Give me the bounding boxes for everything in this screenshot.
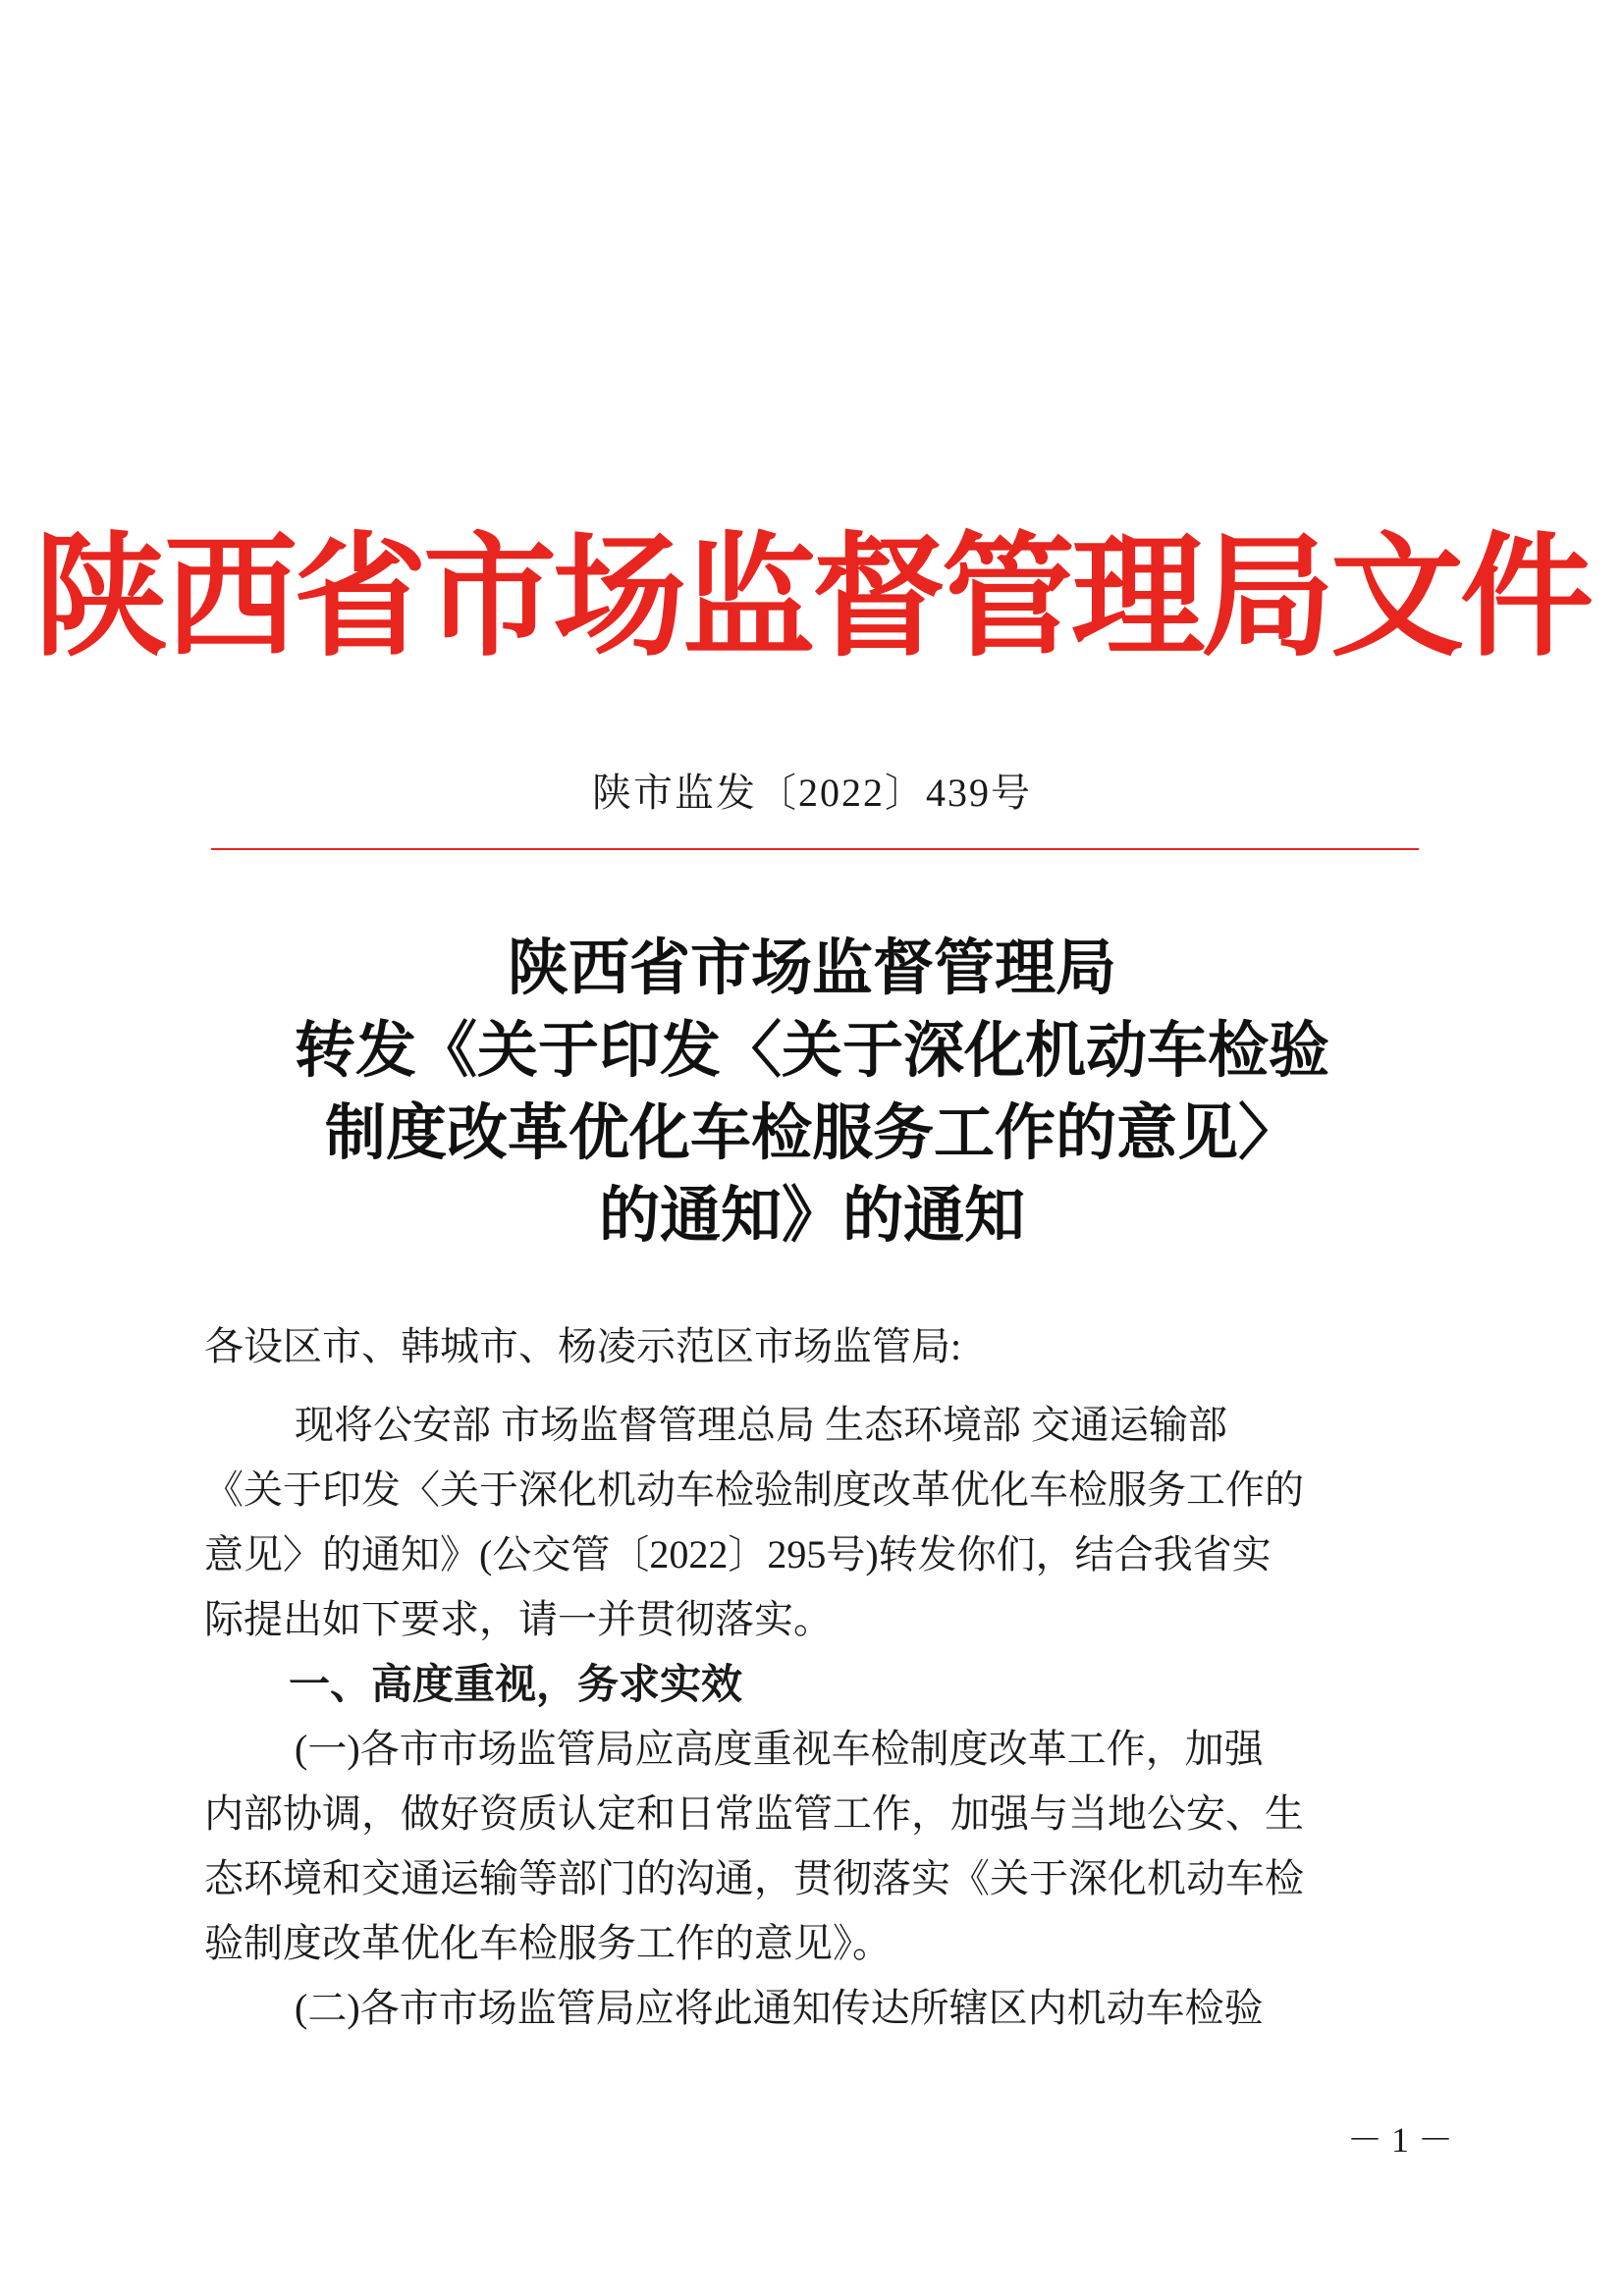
- masthead-title: 陕西省市场监督管理局文件: [34, 525, 1590, 672]
- item1-line: 内部协调，做好资质认定和日常监管工作，加强与当地公安、生: [204, 1791, 1304, 1836]
- body-line: 现将公安部 市场监督管理总局 生态环境部 交通运输部: [295, 1403, 1227, 1447]
- item1-line: (一)各市市场监管局应高度重视车检制度改革工作，加强: [295, 1727, 1264, 1771]
- item1-line: 态环境和交通运输等部门的沟通，贯彻落实《关于深化机动车检: [204, 1856, 1304, 1900]
- body-line: 际提出如下要求，请一并贯彻落实。: [204, 1597, 833, 1641]
- body-line: 《关于印发〈关于深化机动车检验制度改革优化车检服务工作的: [204, 1468, 1304, 1512]
- section-heading: 一、高度重视，务求实效: [289, 1661, 743, 1707]
- document-body: [204, 1315, 1432, 2061]
- title-line: 制度改革优化车检服务工作的意见〉: [324, 1100, 1299, 1167]
- title-line: 陕西省市场监督管理局: [507, 935, 1116, 1002]
- red-divider-line: [211, 848, 1419, 850]
- salutation: 各设区市、韩城市、杨凌示范区市场监管局:: [204, 1324, 962, 1368]
- body-line: 意见〉的通知》(公交管〔2022〕295号)转发你们，结合我省实: [204, 1532, 1272, 1576]
- item2-line: (二)各市市场监管局应将此通知传达所辖区内机动车检验: [295, 1986, 1264, 2030]
- title-line: 转发《关于印发〈关于深化机动车检验: [294, 1018, 1329, 1085]
- title-line: 的通知》的通知: [598, 1183, 1025, 1250]
- page-number: － 1 －: [1346, 2120, 1453, 2160]
- item1-line: 验制度改革优化车检服务工作的意见》。: [204, 1921, 892, 1965]
- document-number: 陕市监发〔2022〕439号: [592, 771, 1032, 815]
- document-title: [0, 928, 1624, 1257]
